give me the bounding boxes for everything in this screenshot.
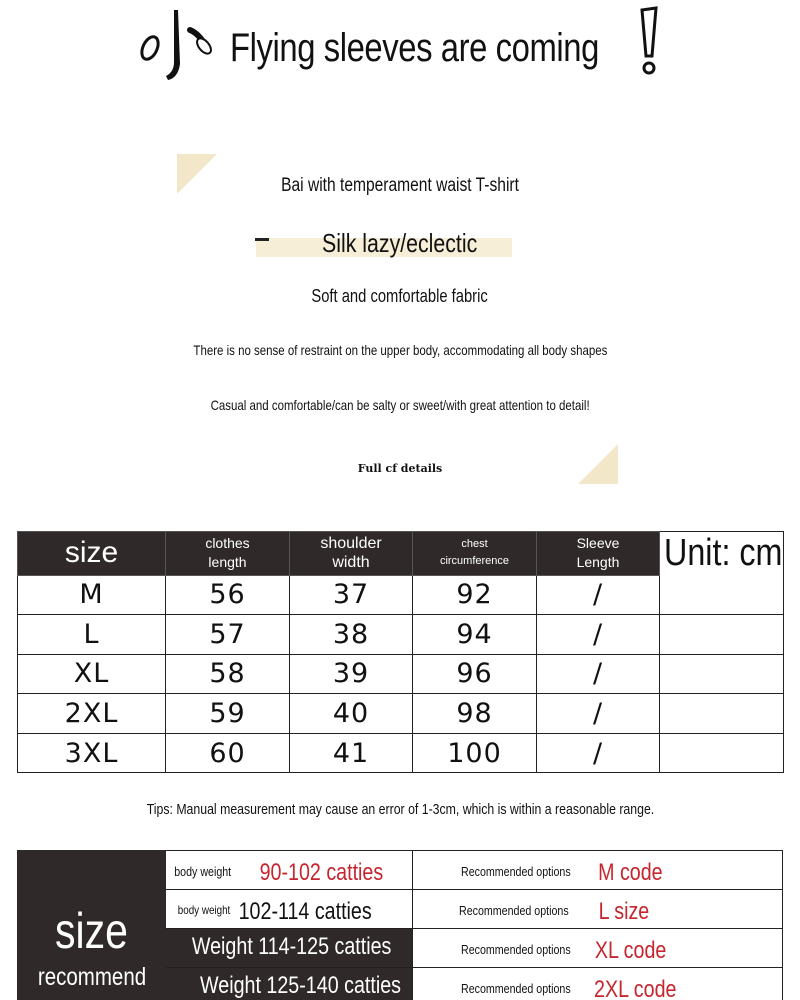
cell-size: M [18,575,166,615]
table-row [18,654,784,694]
header-shoulder-width: shoulder width [290,532,413,576]
weight-value: 102-114 catties [238,898,372,925]
cell-sleeve: / [537,615,660,655]
recommend-row [166,850,783,889]
intro-line-3: Soft and comfortable fabric [311,286,489,306]
doodle-decoration-icon [138,4,218,84]
table-row [18,694,784,734]
option-value: 2XL code [594,976,677,1000]
weight-label: body weight [177,903,231,917]
exclamation-icon [638,6,660,76]
weight-cell [166,851,413,889]
cell-chest: 98 [413,694,537,734]
cell-chest: 100 [413,733,537,773]
cell-empty [660,575,784,615]
cell-size: L [18,615,166,655]
header-chest-circumference: chest circumference [413,532,537,576]
intro-line-6: Full cf details [357,462,443,475]
option-label: Recommended options [461,981,571,996]
recommend-row [166,889,783,928]
weight-cell [166,929,413,967]
cell-sleeve: / [537,575,660,615]
option-cell [413,929,783,967]
weight-label: body weight [174,864,232,879]
header-size: size [18,532,166,576]
recommend-size-label: size [55,903,128,959]
tips-note: Tips: Manual measurement may cause an error of 1-3cm, which is within a reasonable range. [146,801,654,818]
cell-length: 60 [166,733,290,773]
page-title: Flying sleeves are coming [230,26,599,70]
cell-size: 3XL [18,733,166,773]
recommend-label: recommend [37,963,146,991]
cell-empty [660,615,784,655]
cell-sleeve: / [537,654,660,694]
option-value: XL code [594,937,667,964]
cell-size: XL [18,654,166,694]
cell-sleeve: / [537,733,660,773]
option-value: L size [598,898,650,925]
cell-length: 56 [166,575,290,615]
option-label: Recommended options [461,942,571,957]
cell-length: 59 [166,694,290,734]
weight-value: Weight 114-125 catties [191,933,392,960]
size-recommend-table [17,850,783,1000]
cell-empty [660,733,784,773]
cell-empty [660,694,784,734]
intro-line-4: There is no sense of restraint on the upper body, accommodating all body shapes [193,342,607,358]
intro-line-1: Bai with temperament waist T-shirt [281,175,519,196]
size-chart-table [17,531,783,770]
table-row [18,575,784,615]
recommend-row [166,967,783,1000]
cell-shoulder: 39 [290,654,413,694]
option-label: Recommended options [461,864,571,879]
intro-line-5: Casual and comfortable/can be salty or sweet/with great attention to detail! [210,397,590,413]
option-cell [413,968,783,1000]
weight-cell [166,968,413,1000]
cell-shoulder: 41 [290,733,413,773]
option-label: Recommended options [459,903,569,918]
cell-chest: 96 [413,654,537,694]
cell-chest: 92 [413,575,537,615]
header [0,0,800,100]
cell-length: 57 [166,615,290,655]
option-cell [413,890,783,928]
table-row [18,733,784,773]
header-sleeve-length: Sleeve Length [537,532,660,576]
option-value: M code [598,859,663,886]
header-clothes-length: clothes length [166,532,290,576]
weight-value: Weight 125-140 catties [200,972,401,999]
intro-line-2: Silk lazy/eclectic [322,228,478,258]
weight-value: 90-102 catties [259,859,384,886]
header-unit: Unit: cm [660,532,784,576]
size-table-header [18,532,784,576]
option-cell [413,851,783,889]
cell-empty [660,654,784,694]
cell-chest: 94 [413,615,537,655]
cell-shoulder: 38 [290,615,413,655]
cell-shoulder: 37 [290,575,413,615]
recommend-label-block [17,850,166,1000]
corner-decoration-bottom-right [578,444,618,484]
weight-cell [166,890,413,928]
cell-sleeve: / [537,694,660,734]
recommend-row [166,928,783,967]
cell-length: 58 [166,654,290,694]
cell-shoulder: 40 [290,694,413,734]
table-row [18,615,784,655]
cell-size: 2XL [18,694,166,734]
